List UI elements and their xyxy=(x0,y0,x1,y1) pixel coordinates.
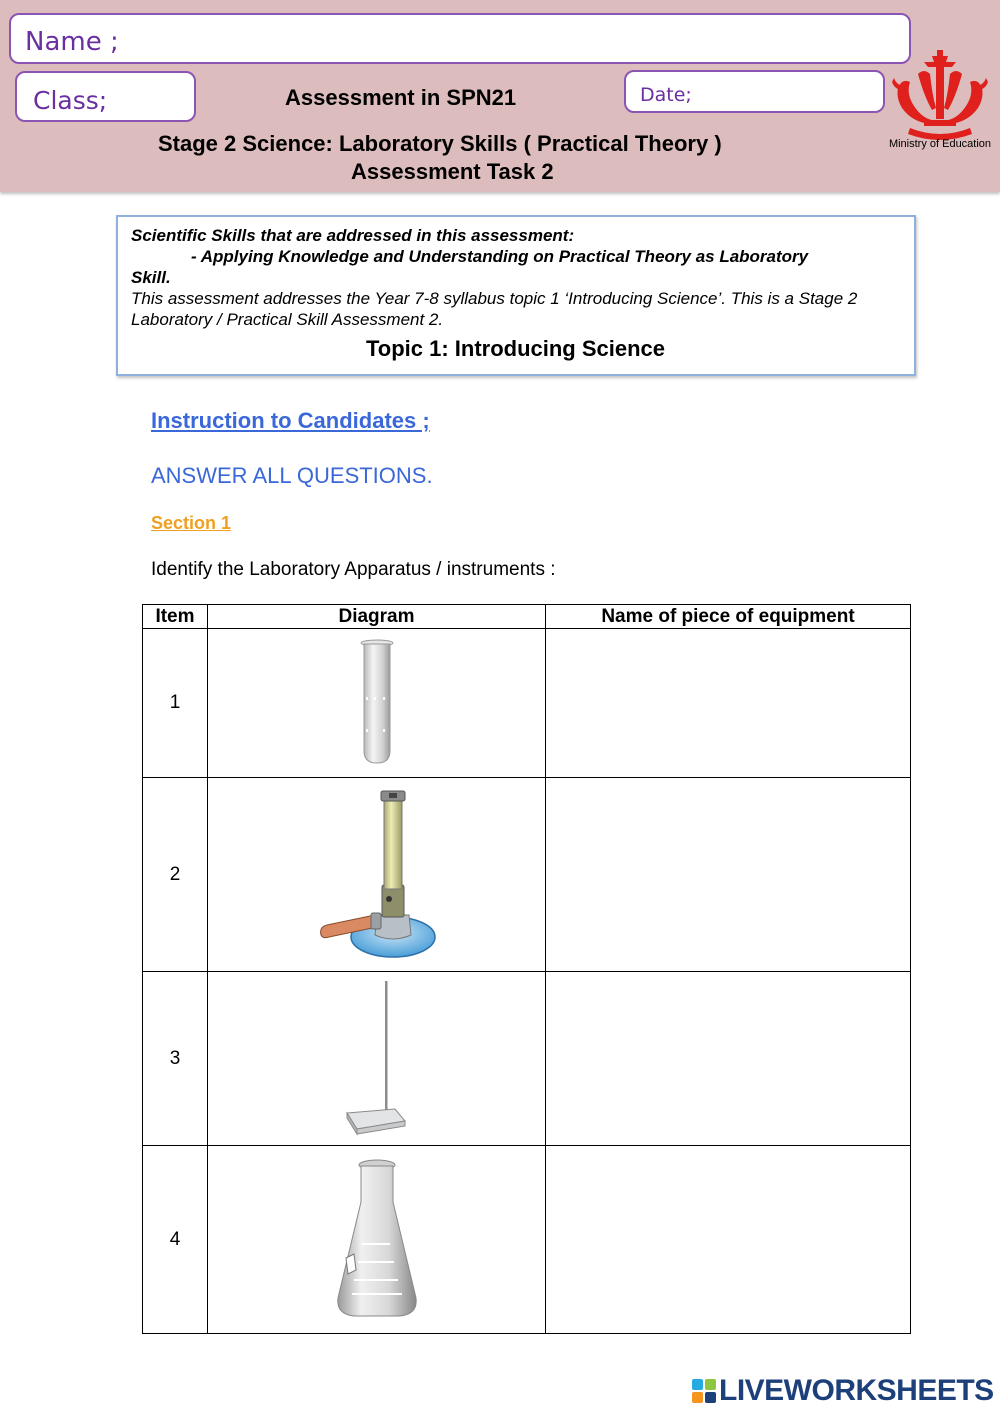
name-label: Name ; xyxy=(25,27,119,57)
diagram-cell xyxy=(208,1146,546,1334)
table-row xyxy=(143,778,911,972)
item-number: 2 xyxy=(143,778,208,972)
logo-caption: Ministry of Education xyxy=(888,138,992,150)
liveworksheets-brand xyxy=(692,1375,994,1407)
answer-all-text: ANSWER ALL QUESTIONS. xyxy=(151,463,433,488)
diagram-cell xyxy=(208,778,546,972)
skills-description: This assessment addresses the Year 7-8 syllabus topic 1 ‘Introducing Science’. This is a Stage 2 Laboratory / Practical Skill Assessment 2. xyxy=(131,289,858,329)
stage-title: Stage 2 Science: Laboratory Skills ( Practical Theory ) xyxy=(158,131,722,156)
item-number: 1 xyxy=(143,629,208,778)
item-number: 3 xyxy=(143,972,208,1146)
liveworksheets-logo-icon xyxy=(692,1379,716,1403)
class-field[interactable] xyxy=(15,71,196,122)
section-heading: Section 1 xyxy=(151,513,232,533)
task-title: Assessment Task 2 xyxy=(351,159,554,184)
equipment-table xyxy=(142,604,911,1334)
table-row xyxy=(143,1146,911,1334)
assessment-title: Assessment in SPN21 xyxy=(285,85,517,110)
answer-cell-3[interactable] xyxy=(546,972,911,1146)
conical-flask-icon xyxy=(332,1158,422,1322)
test-tube-icon xyxy=(357,639,397,767)
bunsen-burner-icon xyxy=(317,787,437,963)
topic-title: Topic 1: Introducing Science xyxy=(365,336,666,361)
table-row xyxy=(143,972,911,1146)
skill-line-2: Skill. xyxy=(131,268,171,287)
answer-cell-4[interactable] xyxy=(546,1146,911,1334)
retort-stand-icon xyxy=(337,979,417,1139)
identify-prompt: Identify the Laboratory Apparatus / instruments : xyxy=(151,559,556,580)
skills-box xyxy=(116,215,916,376)
answer-cell-2[interactable] xyxy=(546,778,911,972)
class-label: Class; xyxy=(33,86,108,115)
date-field[interactable] xyxy=(624,70,885,113)
diagram-cell xyxy=(208,629,546,778)
name-field[interactable] xyxy=(9,13,911,64)
skill-line-1: - Applying Knowledge and Understanding on Practical Theory as Laboratory xyxy=(191,247,809,266)
header-equipment-name: Name of piece of equipment xyxy=(546,605,911,629)
table-row xyxy=(143,629,911,778)
table-header-row xyxy=(143,605,911,629)
skills-heading: Scientific Skills that are addressed in this assessment: xyxy=(131,226,575,245)
header-diagram: Diagram xyxy=(208,605,546,629)
brand-text: LIVEWORKSHEETS xyxy=(719,1374,994,1407)
instruction-heading: Instruction to Candidates ; xyxy=(151,408,430,433)
item-number: 4 xyxy=(143,1146,208,1334)
answer-cell-1[interactable] xyxy=(546,629,911,778)
date-label: Date; xyxy=(640,84,692,106)
header-item: Item xyxy=(143,605,208,629)
diagram-cell xyxy=(208,972,546,1146)
